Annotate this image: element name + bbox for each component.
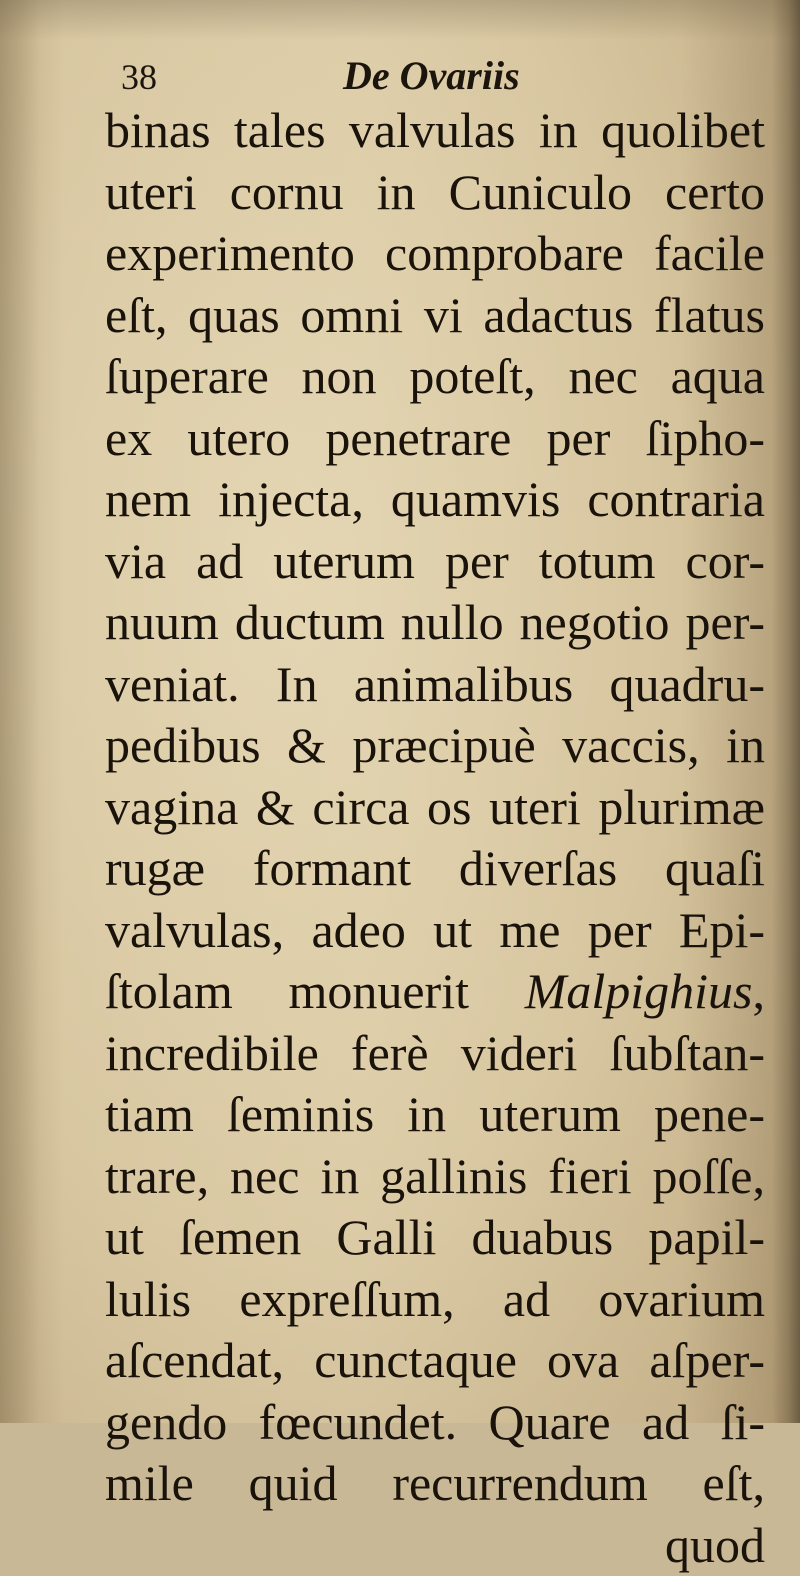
text-line: gendo fœcundet. Quare ad ſi-	[105, 1392, 765, 1454]
page-shadow-top	[0, 0, 800, 40]
text-line: binas tales valvulas in quolibet	[105, 100, 765, 162]
text-line: tiam ſeminis in uterum pene-	[105, 1084, 765, 1146]
page-header	[115, 52, 575, 102]
text-line: nem injecta, quamvis contraria	[105, 469, 765, 531]
text-line: valvulas, adeo ut me per Epi-	[105, 900, 765, 962]
text-line: ſuperare non poteſt, nec aqua	[105, 346, 765, 408]
text-line: experimento comprobare facile	[105, 223, 765, 285]
body-text	[105, 100, 765, 1576]
text-line: pedibus & præcipuè vaccis, in	[105, 715, 765, 777]
text-line: trare, nec in gallinis fieri poſſe,	[105, 1146, 765, 1208]
text-line-start: ſtolam monuerit	[105, 963, 469, 1019]
page-shadow-left	[0, 0, 40, 1423]
text-line: via ad uterum per totum cor-	[105, 531, 765, 593]
text-line-with-name	[105, 961, 765, 1023]
text-line: mile quid recurrendum eſt,	[105, 1453, 765, 1515]
text-line: veniat. In animalibus quadru-	[105, 654, 765, 716]
author-name: Malpighius	[525, 963, 753, 1019]
catchword: quod	[105, 1515, 765, 1576]
page-edge-right	[772, 0, 800, 1423]
text-line: incredibile ferè videri ſubſtan-	[105, 1023, 765, 1085]
text-line: ex utero penetrare per ſipho-	[105, 408, 765, 470]
text-line: aſcendat, cunctaque ova aſper-	[105, 1330, 765, 1392]
text-line: ut ſemen Galli duabus papil-	[105, 1207, 765, 1269]
text-line: rugæ formant diverſas quaſi	[105, 838, 765, 900]
text-line: lulis expreſſum, ad ovarium	[105, 1269, 765, 1331]
text-line: vagina & circa os uteri plurimæ	[105, 777, 765, 839]
comma: ,	[753, 963, 766, 1019]
text-line: uteri cornu in Cuniculo certo	[105, 162, 765, 224]
text-line: eſt, quas omni vi adactus flatus	[105, 285, 765, 347]
text-line: nuum ductum nullo negotio per-	[105, 592, 765, 654]
running-title: De Ovariis	[343, 52, 520, 99]
page-number: 38	[121, 56, 157, 98]
